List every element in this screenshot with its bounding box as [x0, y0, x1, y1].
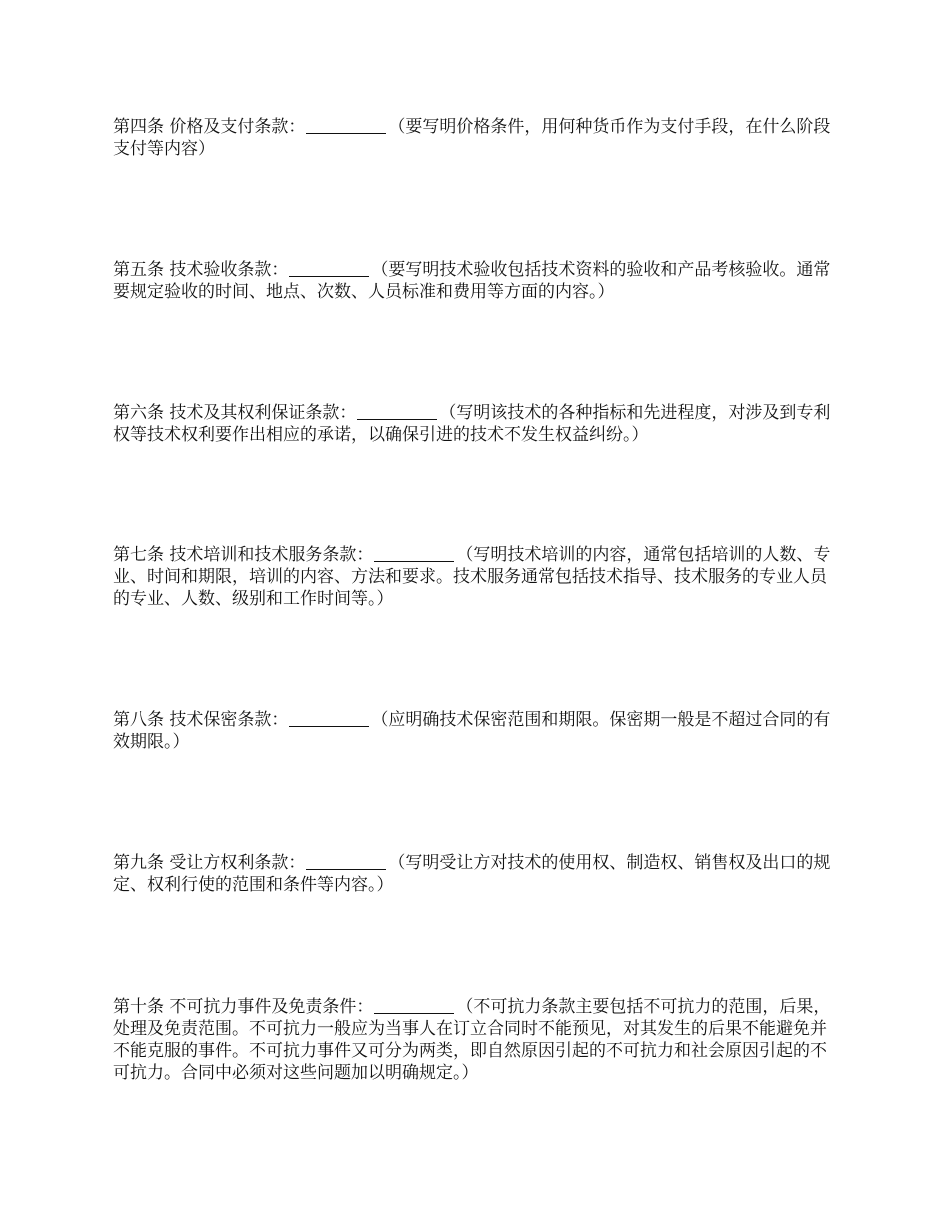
clause-10 — [113, 996, 838, 1084]
clause-9-note: （写明受让方对技术的使用权、制造权、销售权及出口的规定、权利行使的范围和条件等内容。） — [113, 853, 831, 895]
clause-8-blank[interactable] — [289, 709, 369, 727]
clause-5-heading: 第五条 技术验收条款： — [113, 260, 289, 280]
clause-10-note: （不可抗力条款主要包括不可抗力的范围，后果，处理及免责范围。不可抗力一般应为当事人在订立合同时不能预见，对其发生的后果不能避免并不能克服的事件。不可抗力事件又可分为两类，即自然原因引起的不可抗力和社会原因引起的不可抗力。合同中必须对这些问题加以明确规定。） — [113, 997, 831, 1083]
clause-7-heading: 第七条 技术培训和技术服务条款： — [113, 545, 374, 565]
clause-10-blank[interactable] — [374, 996, 454, 1014]
clause-7-note: （写明技术培训的内容，通常包括培训的人数、专业、时间和期限，培训的内容、方法和要求。技术服务通常包括技术指导、技术服务的专业人员的专业、人数、级别和工作时间等。） — [113, 545, 831, 609]
clause-5-note: （要写明技术验收包括技术资料的验收和产品考核验收。通常要规定验收的时间、地点、次数、人员标准和费用等方面的内容。） — [113, 260, 831, 302]
clause-6-blank[interactable] — [357, 402, 437, 420]
clause-8-heading: 第八条 技术保密条款： — [113, 710, 289, 730]
clause-8 — [113, 709, 838, 753]
clause-6 — [113, 402, 838, 446]
clause-9 — [113, 852, 838, 896]
clause-10-heading: 第十条 不可抗力事件及免责条件： — [113, 997, 374, 1017]
clause-4-note: （要写明价格条件，用何种货币作为支付手段，在什么阶段支付等内容） — [113, 117, 831, 159]
clause-6-note: （写明该技术的各种指标和先进程度，对涉及到专利权等技术权利要作出相应的承诺，以确保引进的技术不发生权益纠纷。） — [113, 403, 831, 445]
clause-6-heading: 第六条 技术及其权利保证条款： — [113, 403, 357, 423]
clause-9-blank[interactable] — [306, 852, 386, 870]
clause-5-blank[interactable] — [289, 259, 369, 277]
clause-4 — [113, 116, 838, 160]
clause-7-blank[interactable] — [374, 544, 454, 562]
clause-9-heading: 第九条 受让方权利条款： — [113, 853, 306, 873]
clause-7 — [113, 544, 838, 610]
clause-4-blank[interactable] — [306, 116, 386, 134]
clause-5 — [113, 259, 838, 303]
clause-8-note: （应明确技术保密范围和期限。保密期一般是不超过合同的有效期限。） — [113, 710, 831, 752]
clause-4-heading: 第四条 价格及支付条款： — [113, 117, 306, 137]
